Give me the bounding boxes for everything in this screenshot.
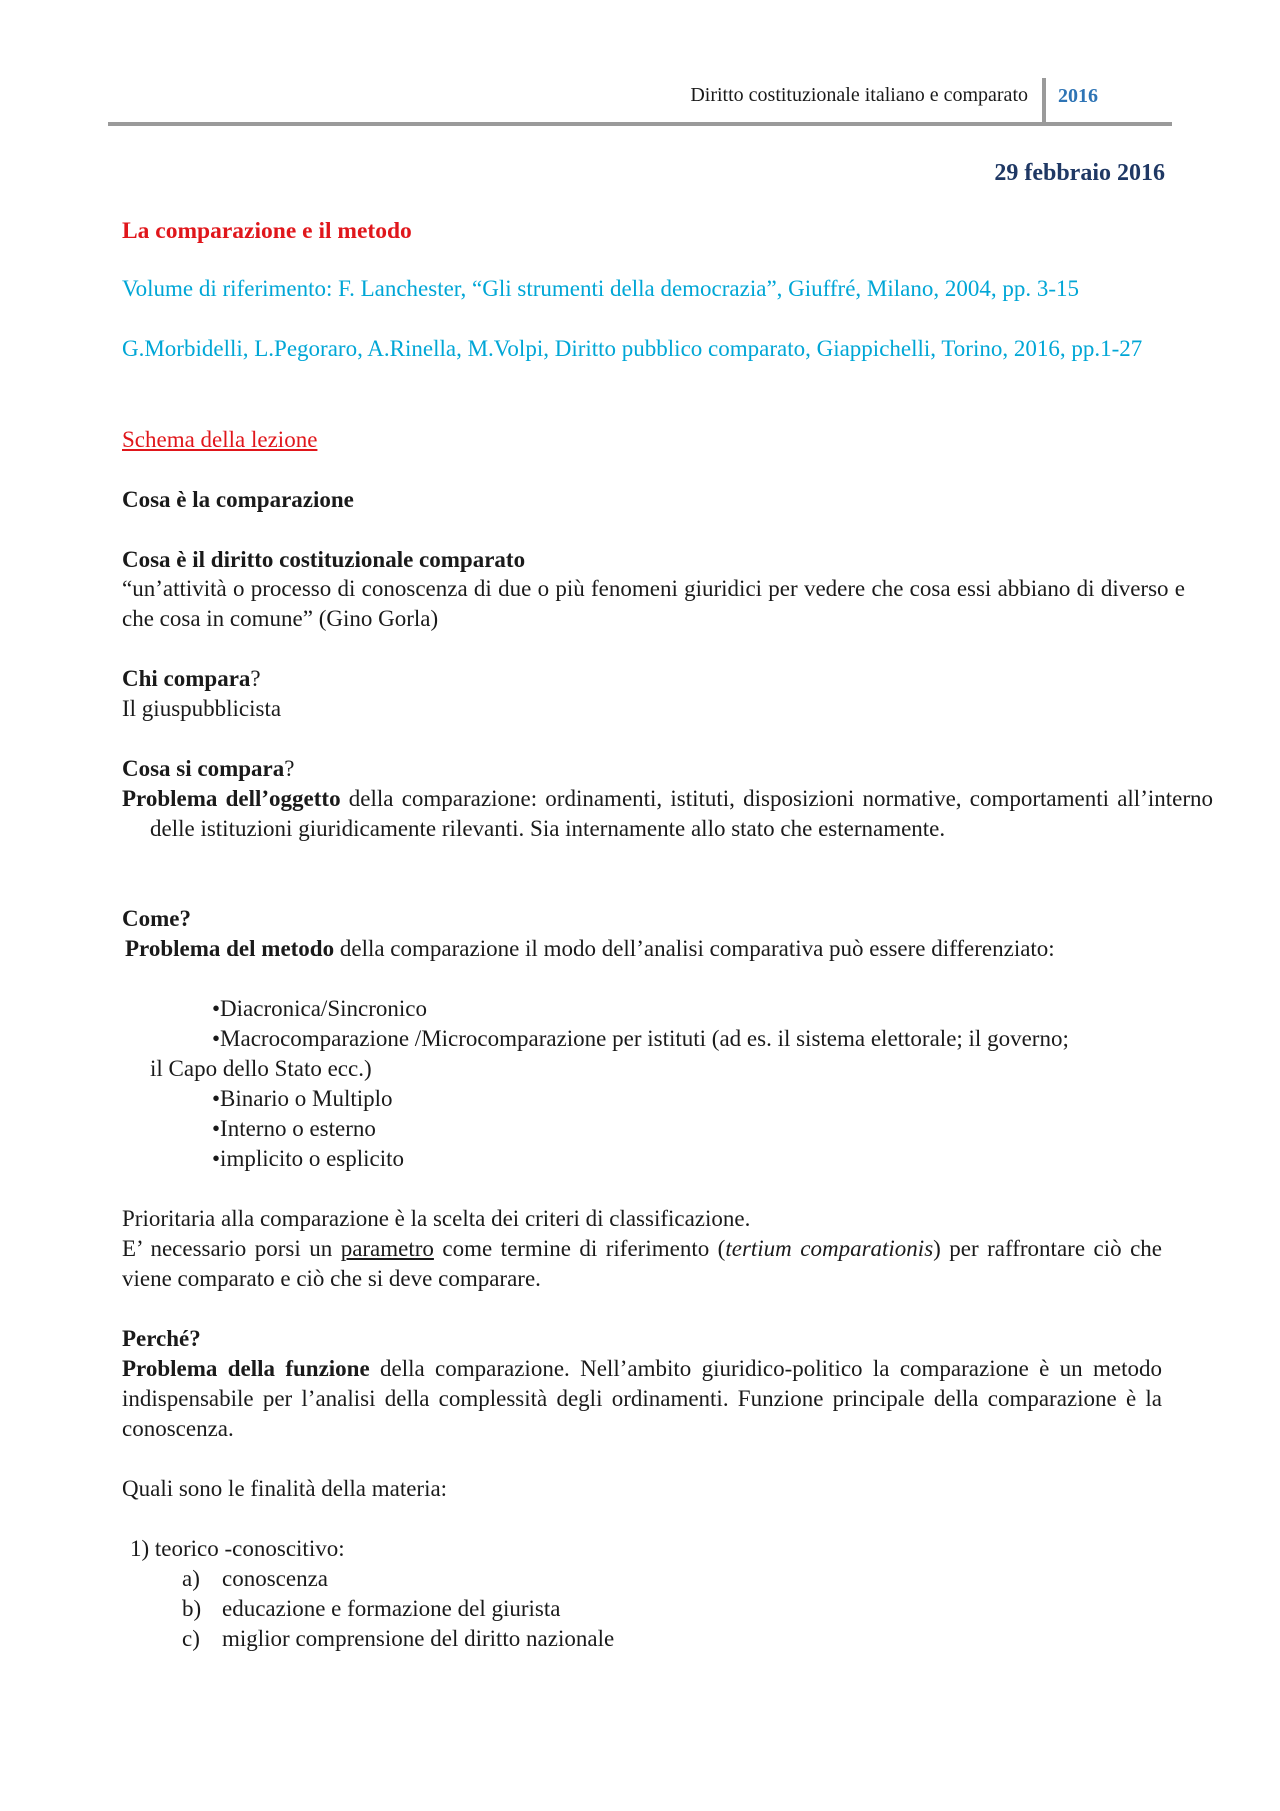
q1-title: Cosa è la comparazione — [122, 487, 354, 512]
section-title: La comparazione e il metodo — [122, 218, 412, 244]
q2-title: Cosa è il diritto costituzionale comparato — [122, 547, 526, 572]
reference-2: G.Morbidelli, L.Pegoraro, A.Rinella, M.Volpi, Diritto pubblico comparato, Giappichelli, Torino, 2016, pp.1-27 — [122, 336, 1143, 361]
q5-problem — [125, 934, 1055, 964]
method-bullet: •Macrocomparazione /Microcomparazione per istituti (ad es. il sistema elettorale; il governo; — [212, 1026, 1069, 1051]
q4-problem-bold: Problema dell’oggetto — [122, 786, 341, 811]
header-rule — [108, 122, 1172, 126]
q6-problem-bold: Problema della funzione — [122, 1356, 370, 1381]
header-course-title: Diritto costituzionale italiano e comparato — [690, 84, 1028, 106]
criteria-text-a: E’ necessario porsi un — [122, 1236, 341, 1261]
q3-mark: ? — [250, 666, 261, 691]
lecture-date: 29 febbraio 2016 — [994, 160, 1165, 186]
criteria-paragraph — [122, 1234, 1162, 1294]
method-bullet-continuation: il Capo dello Stato ecc.) — [150, 1056, 372, 1081]
subitem-text: miglior comprensione del diritto nazionale — [222, 1626, 615, 1651]
q4-problem — [122, 784, 1213, 844]
q3-answer: Il giuspubblicista — [122, 696, 282, 721]
q3-heading — [122, 664, 261, 694]
method-bullet: •Binario o Multiplo — [212, 1086, 393, 1111]
criteria-line1: Prioritaria alla comparazione è la scelta dei criteri di classificazione. — [122, 1206, 751, 1231]
q4-problem-text: della comparazione: ordinamenti, istituti, disposizioni normative, comportamenti all’interno delle istituzioni giuridicamente rilevanti. Sia internamente allo stato che esternamente. — [150, 786, 1213, 841]
q4-heading — [122, 754, 295, 784]
q4-title: Cosa si compara — [122, 756, 285, 781]
subitem-label: c) — [182, 1626, 200, 1651]
q5-problem-text: della comparazione il modo dell’analisi comparativa può essere differenziato: — [334, 936, 1055, 961]
q3-title: Chi compara — [122, 666, 251, 691]
q5-title: Come? — [122, 906, 191, 931]
subitem-text: conoscenza — [222, 1566, 328, 1591]
q6-title: Perché? — [122, 1326, 201, 1351]
schema-link[interactable]: Schema della lezione — [122, 427, 318, 452]
finalita-intro: Quali sono le finalità della materia: — [122, 1476, 448, 1501]
header-year: 2016 — [1058, 85, 1098, 107]
method-bullet: •implicito o esplicito — [212, 1146, 405, 1171]
method-bullet: •Interno o esterno — [212, 1116, 376, 1141]
criteria-text-b: come termine di riferimento ( — [433, 1236, 726, 1261]
q4-mark: ? — [284, 756, 295, 781]
criteria-parametro: parametro — [340, 1236, 434, 1261]
criteria-tertium: tertium comparationis — [725, 1236, 934, 1261]
q5-problem-bold: Problema del metodo — [125, 936, 335, 961]
subitem-text: educazione e formazione del giurista — [222, 1596, 561, 1621]
method-bullet: •Diacronica/Sincronico — [212, 996, 427, 1021]
criteria-text-c: ) per raffrontare ciò che viene comparato e ciò che si deve comparare. — [122, 1236, 1162, 1291]
reference-1: Volume di riferimento: F. Lanchester, “Gli strumenti della democrazia”, Giuffré, Milano, 2004, pp. 3-15 — [122, 276, 1080, 301]
finalita-item-1: 1) teorico -conoscitivo: — [130, 1536, 345, 1561]
header-divider — [1042, 78, 1046, 126]
subitem-label: b) — [182, 1596, 202, 1621]
q2-quote: “un’attività o processo di conoscenza di due o più fenomeni giuridici per vedere che cosa essi abbiano di diverso e che cosa in comune” (Gino Gorla) — [122, 576, 1185, 631]
q6-problem — [122, 1354, 1162, 1444]
q6-problem-text: della comparazione. Nell’ambito giuridico-politico la comparazione è un metodo indispensabile per l’analisi della complessità degli ordinamenti. Funzione principale della comparazione è la conoscenza. — [122, 1356, 1163, 1441]
subitem-label: a) — [182, 1566, 200, 1591]
